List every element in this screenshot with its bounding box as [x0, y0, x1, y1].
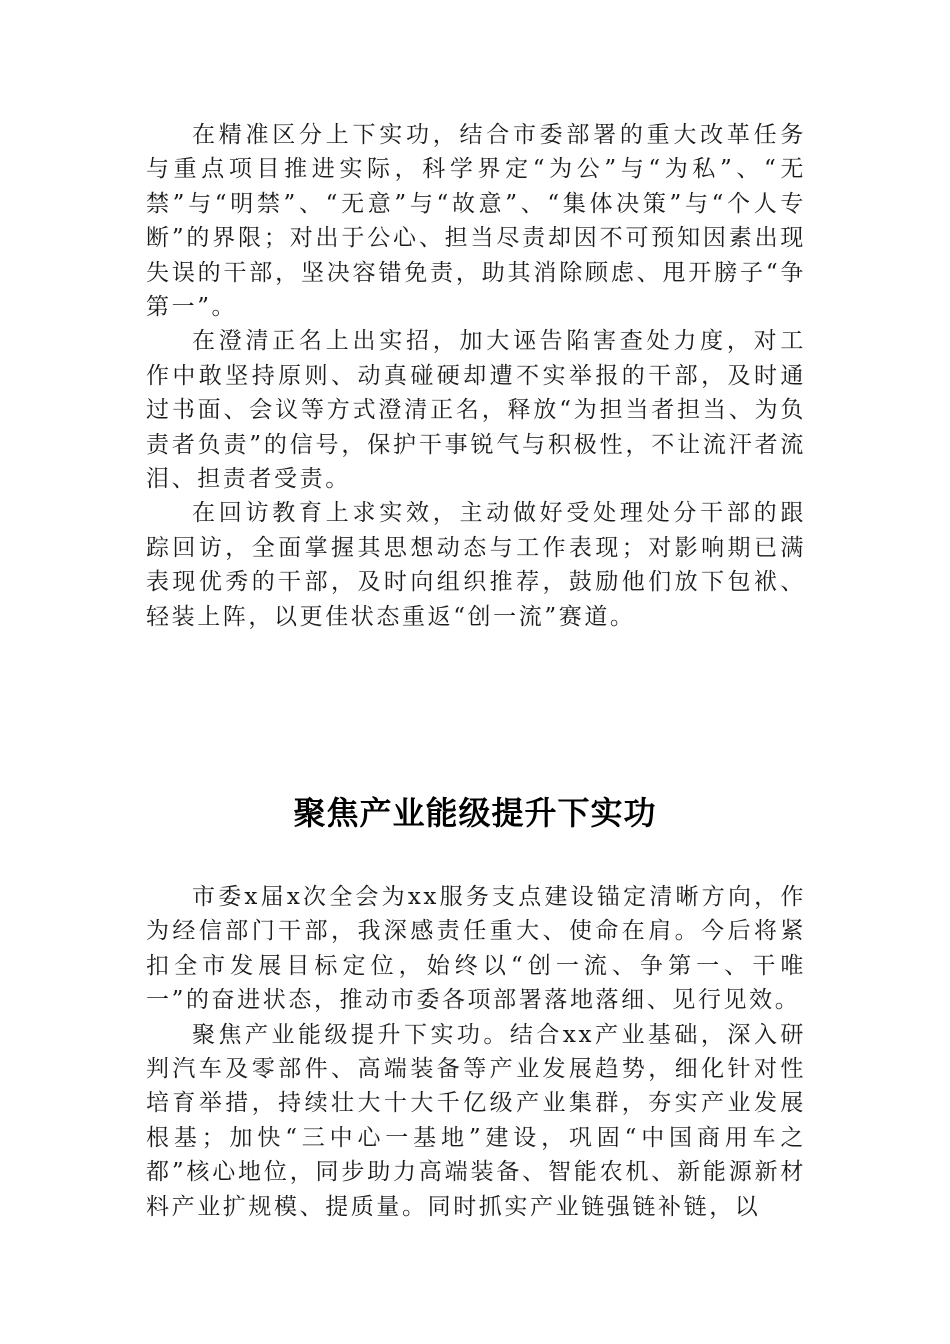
- paragraph-intro: 市委x届x次全会为xx服务支点建设锚定清晰方向，作为经信部门干部，我深感责任重大、使命在肩。今后将紧扣全市发展目标定位，始终以“创一流、争第一、干唯一”的奋进状态，推动市委各项部署落地落细、见行见效。: [146, 884, 806, 1014]
- paragraph-fault-tolerance: 在精准区分上下实功，结合市委部署的重大改革任务与重点项目推进实际，科学界定“为公”与“为私”、“无禁”与“明禁”、“无意”与“故意”、“集体决策”与“个人专断”的界限；对出于公心、担当尽责却因不可预知因素出现失误的干部，坚决容错免责，助其消除顾虑、甩开膀子“争第一”。: [146, 122, 806, 321]
- section-1-body: [146, 118, 806, 634]
- section-2-title: 聚焦产业能级提升下实功: [293, 794, 657, 832]
- paragraph-clear-name: 在澄清正名上出实招，加大诬告陷害查处力度，对工作中敢坚持原则、动真碰硬却遭不实举报的干部，及时通过书面、会议等方式澄清正名，释放“为担当者担当、为负责者负责”的信号，保护干事锐气与积极性，不让流汗者流泪、担责者受责。: [146, 328, 806, 493]
- section-2-body: [146, 880, 806, 1224]
- paragraph-industry-upgrade: 聚焦产业能级提升下实功。结合xx产业基础，深入研判汽车及零部件、高端装备等产业发展趋势，细化针对性培育举措，持续壮大十大千亿级产业集群，夯实产业发展根基；加快“三中心一基地”建设，巩固“中国商用车之都”核心地位，同步助力高端装备、智能农机、新能源新材料产业扩规模、提质量。同时抓实产业链强链补链，以: [146, 1021, 806, 1220]
- paragraph-follow-up-education: 在回访教育上求实效，主动做好受处理处分干部的跟踪回访，全面掌握其思想动态与工作表现；对影响期已满表现优秀的干部，及时向组织推荐，鼓励他们放下包袱、轻装上阵，以更佳状态重返“创一流”赛道。: [146, 500, 806, 630]
